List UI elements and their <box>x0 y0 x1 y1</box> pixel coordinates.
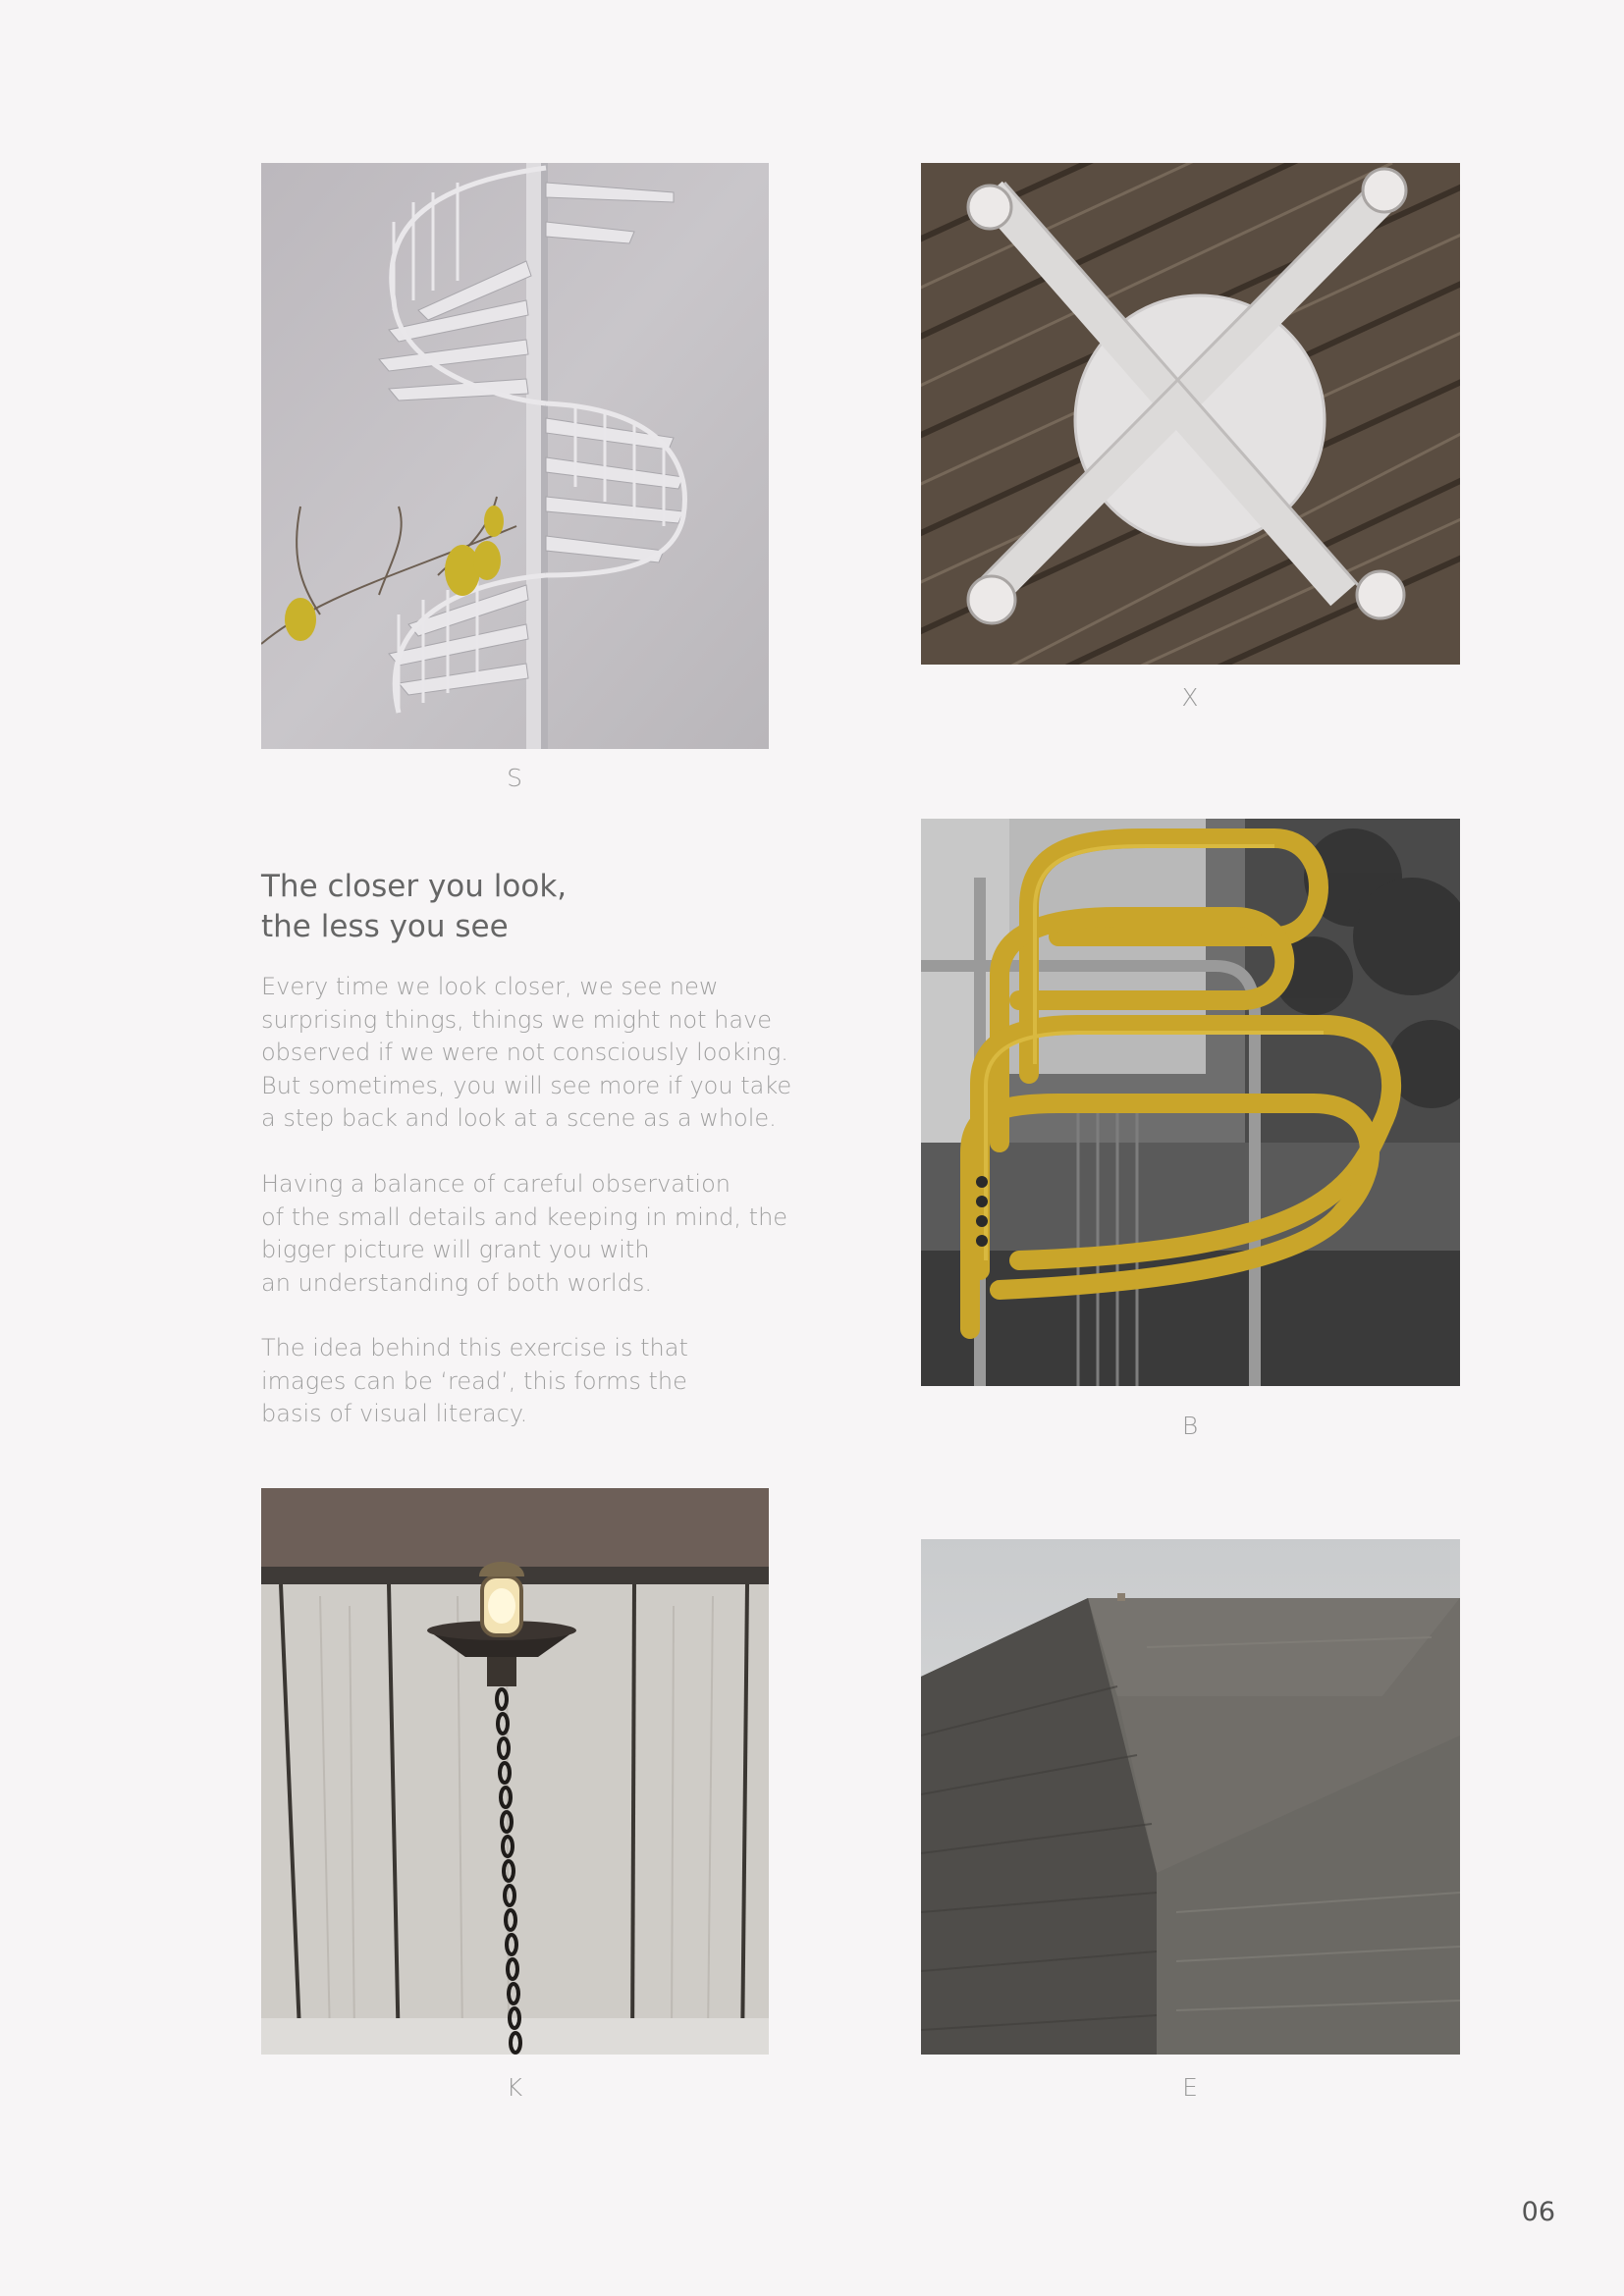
caption-x: X <box>1181 683 1200 712</box>
text-line: an understanding of both worlds. <box>261 1268 652 1297</box>
text-line: Having a balance of careful observation <box>261 1170 731 1198</box>
caption-k: K <box>506 2073 524 2102</box>
paragraph-3 <box>261 1332 791 1431</box>
photo-spiral-staircase <box>261 163 769 749</box>
article-heading <box>261 867 772 947</box>
heading-line: The closer you look, <box>261 869 568 904</box>
text-line: Every time we look closer, we see new <box>261 973 719 1000</box>
photo-yellow-chairs <box>921 819 1460 1386</box>
text-line: a step back and look at a scene as a whole. <box>261 1104 777 1132</box>
page-number: 06 <box>1521 2197 1555 2227</box>
photo-hanging-lamp <box>261 1488 769 2055</box>
paragraph-1 <box>261 971 791 1136</box>
paragraph-2 <box>261 1168 791 1300</box>
text-line: observed if we were not consciously looking. <box>261 1039 788 1066</box>
heading-line: the less you see <box>261 909 509 944</box>
text-line: basis of visual literacy. <box>261 1400 528 1427</box>
text-line: images can be ‘read’, this forms the <box>261 1366 687 1395</box>
caption-s: S <box>507 764 523 792</box>
text-line: The idea behind this exercise is that <box>261 1334 688 1362</box>
text-line: But sometimes, you will see more if you take <box>261 1071 792 1099</box>
text-line: bigger picture will grant you with <box>261 1236 650 1263</box>
caption-b: B <box>1181 1412 1200 1440</box>
photo-concrete-building <box>921 1539 1460 2055</box>
photo-stool <box>921 163 1460 665</box>
caption-e: E <box>1182 2073 1199 2102</box>
text-line: of the small details and keeping in mind, the <box>261 1202 788 1231</box>
text-line: surprising things, things we might not have <box>261 1005 773 1034</box>
